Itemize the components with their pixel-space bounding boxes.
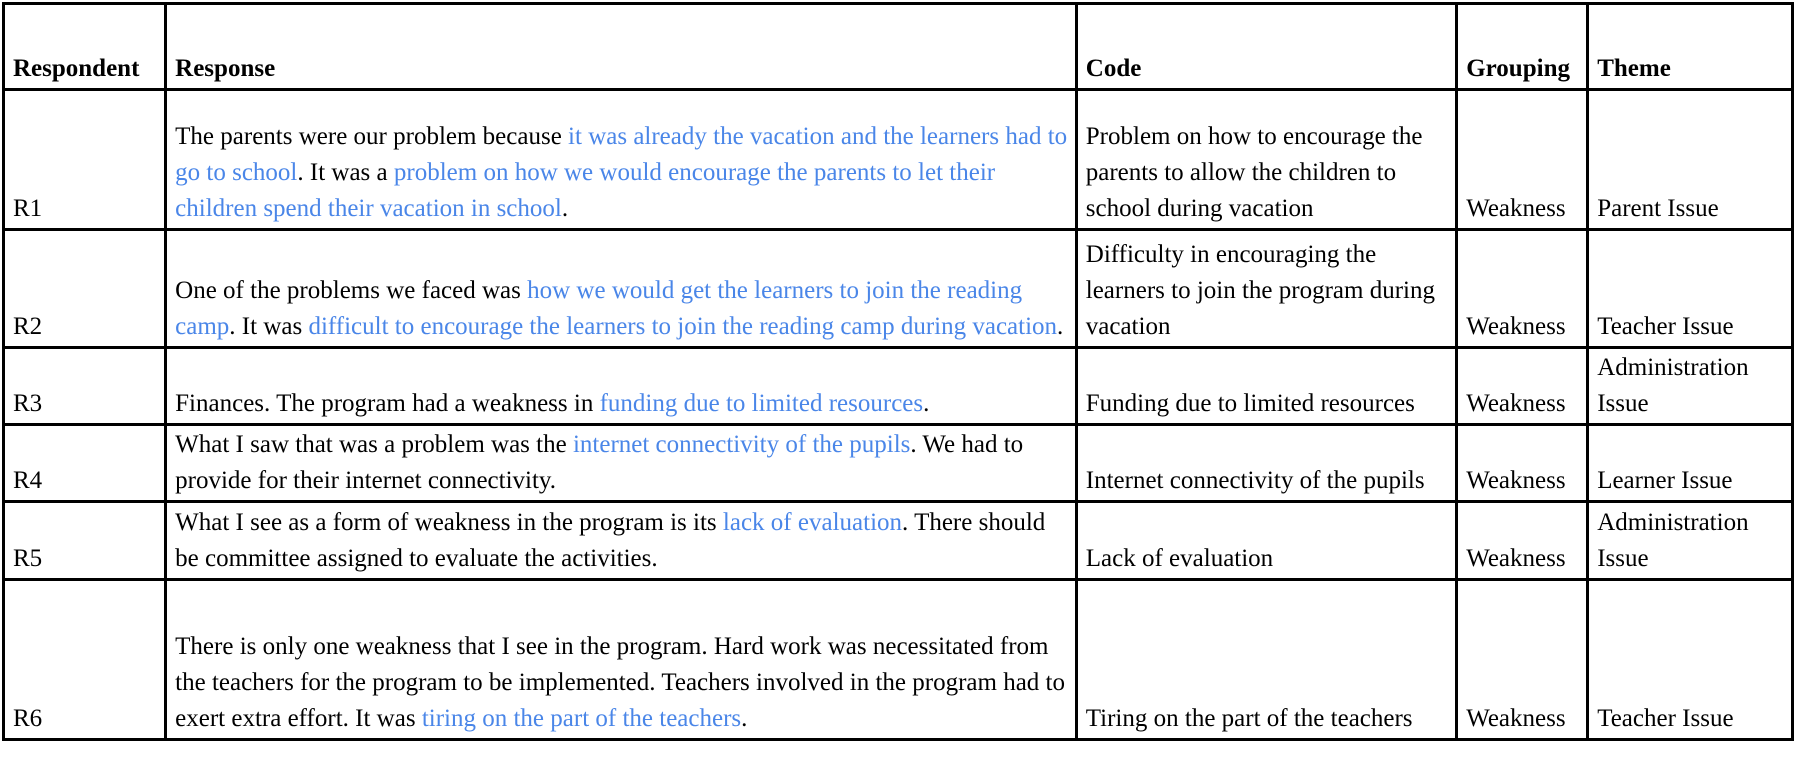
response-segment: . It was <box>229 313 309 340</box>
theme-cell: Teacher Issue <box>1588 580 1793 740</box>
coding-table <box>2 2 1794 741</box>
response-cell <box>166 90 1077 230</box>
respondent-cell: R2 <box>4 230 166 348</box>
table-row <box>4 348 1793 425</box>
respondent-cell: R6 <box>4 580 166 740</box>
response-segment: The parents were our problem because <box>175 123 569 150</box>
header-response: Response <box>166 4 1077 90</box>
grouping-cell: Weakness <box>1457 580 1588 740</box>
highlighted-response-segment: funding due to limited resources <box>599 390 924 417</box>
response-segment: . We had to provide for their internet connectivity. <box>175 431 1024 494</box>
response-cell <box>166 502 1077 580</box>
response-segment: . <box>561 195 569 222</box>
highlighted-response-segment: tiring on the part of the teachers <box>421 705 742 732</box>
response-segment: There is only one weakness that I see in the program. Hard work was necessitated from the teachers for the program to be implemented. Teachers involved in the program had to exert extra effort. It was <box>175 633 1065 732</box>
header-respondent: Respondent <box>4 4 166 90</box>
highlighted-response-segment: lack of evaluation <box>722 509 903 536</box>
respondent-cell: R1 <box>4 90 166 230</box>
respondent-cell: R4 <box>4 425 166 502</box>
response-segment: One of the problems we faced was <box>175 277 528 304</box>
theme-cell: Administration Issue <box>1588 502 1793 580</box>
header-grouping: Grouping <box>1457 4 1588 90</box>
response-segment: Finances. The program had a weakness in <box>175 390 600 417</box>
header-row <box>4 4 1793 90</box>
table-row <box>4 90 1793 230</box>
response-segment: What I see as a form of weakness in the program is its <box>175 509 723 536</box>
table-row <box>4 580 1793 740</box>
grouping-cell: Weakness <box>1457 348 1588 425</box>
highlighted-response-segment: problem on how we would encourage the parents to let their children spend their vacation in school <box>175 159 996 222</box>
response-segment: . <box>923 390 930 417</box>
table-body <box>4 90 1793 740</box>
highlighted-response-segment: difficult to encourage the learners to join the reading camp during vacation <box>308 313 1058 340</box>
response-segment: What I saw that was a problem was the <box>175 431 573 458</box>
highlighted-response-segment: how we would get the learners to join the reading camp <box>175 277 1023 340</box>
header-code: Code <box>1076 4 1456 90</box>
code-cell: Lack of evaluation <box>1076 502 1456 580</box>
code-cell: Funding due to limited resources <box>1076 348 1456 425</box>
response-segment: . It was a <box>297 159 394 186</box>
grouping-cell: Weakness <box>1457 230 1588 348</box>
grouping-cell: Weakness <box>1457 90 1588 230</box>
response-segment: . <box>1057 313 1064 340</box>
response-segment: . <box>741 705 748 732</box>
response-segment: . There should be committee assigned to evaluate the activities. <box>175 509 1046 572</box>
theme-cell: Administration Issue <box>1588 348 1793 425</box>
grouping-cell: Weakness <box>1457 425 1588 502</box>
code-cell: Internet connectivity of the pupils <box>1076 425 1456 502</box>
theme-cell: Learner Issue <box>1588 425 1793 502</box>
code-cell: Problem on how to encourage the parents to allow the children to school during vacation <box>1076 90 1456 230</box>
highlighted-response-segment: internet connectivity of the pupils <box>572 431 911 458</box>
code-cell: Difficulty in encouraging the learners to join the program during vacation <box>1076 230 1456 348</box>
theme-cell: Teacher Issue <box>1588 230 1793 348</box>
header-theme: Theme <box>1588 4 1793 90</box>
table-row <box>4 230 1793 348</box>
theme-cell: Parent Issue <box>1588 90 1793 230</box>
table-row <box>4 425 1793 502</box>
respondent-cell: R3 <box>4 348 166 425</box>
respondent-cell: R5 <box>4 502 166 580</box>
grouping-cell: Weakness <box>1457 502 1588 580</box>
code-cell: Tiring on the part of the teachers <box>1076 580 1456 740</box>
response-cell <box>166 425 1077 502</box>
response-cell <box>166 348 1077 425</box>
highlighted-response-segment: it was already the vacation and the learners had to go to school <box>175 123 1068 186</box>
response-cell <box>166 580 1077 740</box>
response-cell <box>166 230 1077 348</box>
table-row <box>4 502 1793 580</box>
